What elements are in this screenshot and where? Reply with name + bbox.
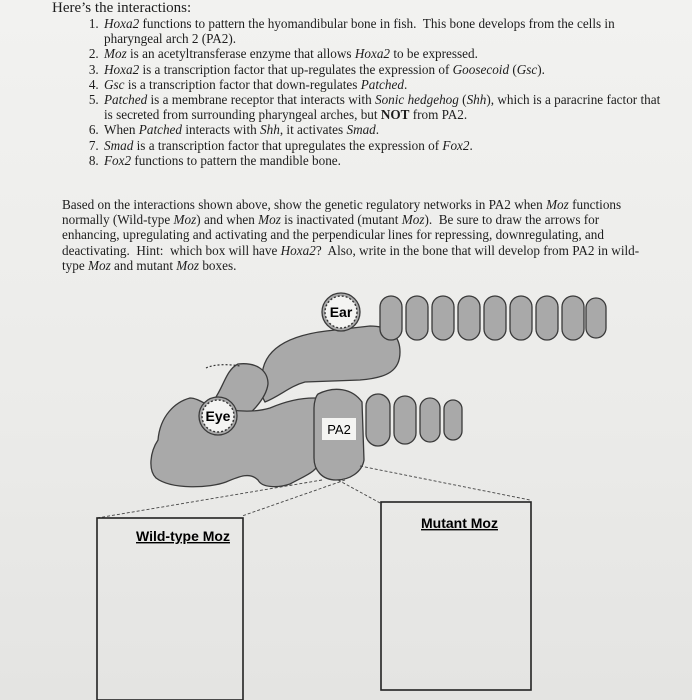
somite — [510, 296, 532, 340]
connector-right-inner — [338, 480, 382, 504]
pharyngeal-arches — [366, 394, 462, 446]
interaction-item-7: 7. Smad is a transcription factor that upregulates the expression of Fox2. — [102, 138, 662, 153]
somite — [458, 296, 480, 340]
arch — [444, 400, 462, 440]
instructions-paragraph: Based on the interactions shown above, show the genetic regulatory networks in PA2 when Moz functions normally (Wild-type Moz) and when Moz is inactivated (mutant Moz). Be sure to draw the arrows for enhancing, upregulating and activating and the perpendicular lines for repressing, downregulating, and deactivating. Hint: which box will have Hoxa2? Also, write in the bone that will develop from PA2 in wild-type Moz and mutant Moz boxes. — [62, 197, 640, 273]
somite — [586, 298, 606, 338]
pa2-label: PA2 — [327, 422, 351, 437]
eye-label: Eye — [205, 408, 231, 424]
somite — [484, 296, 506, 340]
connector-right — [360, 466, 530, 500]
somite — [536, 296, 558, 340]
somite — [562, 296, 584, 340]
embryo-diagram — [0, 290, 692, 700]
wildtype-box[interactable] — [97, 518, 243, 700]
interaction-item-5: 5. Patched is a membrane receptor that interacts with Sonic hedgehog (Shh), which is a paracrine factor that is secreted from surrounding pharyngeal arches, but NOT from PA2. — [102, 92, 662, 122]
interaction-item-8: 8. Fox2 functions to pattern the mandible bone. — [102, 153, 662, 168]
interaction-item-1: 1. Hoxa2 functions to pattern the hyomandibular bone in fish. This bone develops from the cells in pharyngeal arch 2 (PA2). — [102, 16, 662, 46]
mutant-label: Mutant Moz — [421, 515, 498, 531]
ear-label: Ear — [329, 304, 353, 320]
somite — [380, 296, 402, 340]
interaction-item-4: 4. Gsc is a transcription factor that down-regulates Patched. — [102, 77, 662, 92]
embryo-shape — [151, 293, 606, 487]
arch — [394, 396, 416, 444]
heading: Here’s the interactions: — [52, 0, 192, 16]
interaction-item-6: 6. When Patched interacts with Shh, it activates Smad. — [102, 122, 662, 137]
interaction-item-3: 3. Hoxa2 is a transcription factor that up-regulates the expression of Goosecoid (Gsc). — [102, 62, 662, 77]
connector-left-inner — [242, 480, 345, 516]
somites-upper — [380, 296, 606, 340]
somite — [432, 296, 454, 340]
arch — [366, 394, 390, 446]
wildtype-label: Wild-type Moz — [136, 528, 230, 544]
interaction-item-2: 2. Moz is an acetyltransferase enzyme that allows Hoxa2 to be expressed. — [102, 46, 662, 61]
interactions-list — [80, 16, 662, 168]
somite — [406, 296, 428, 340]
arch — [420, 398, 440, 442]
